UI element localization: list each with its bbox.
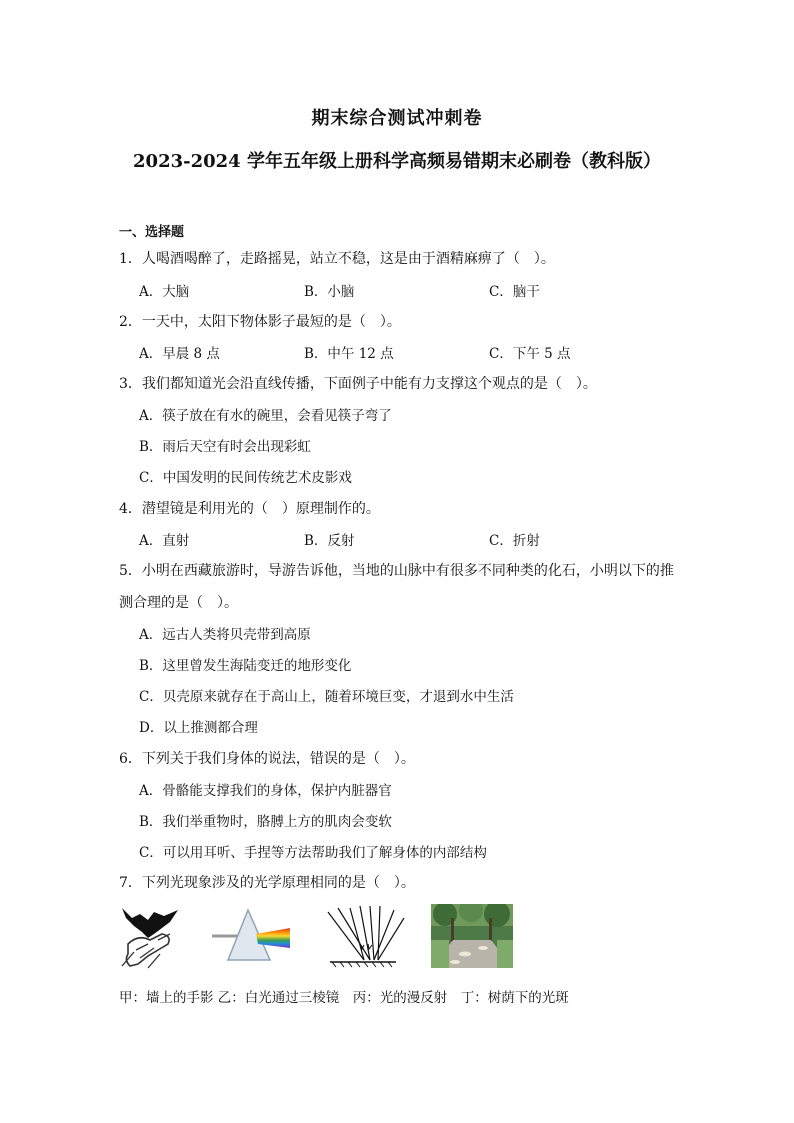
- q3-option-a: A．筷子放在有水的碗里，会看见筷子弯了: [139, 408, 392, 424]
- q1-option-a: A．大脑: [139, 284, 190, 300]
- q2-option-c: C．下午 5 点: [489, 346, 571, 362]
- question-7: 7．下列光现象涉及的光学原理相同的是（ ）。: [119, 875, 415, 891]
- hand-shadow-image: [118, 904, 182, 974]
- q1-option-b: B．小脑: [304, 284, 355, 300]
- q4-option-b: B．反射: [304, 533, 355, 549]
- q3-option-b: B．雨后天空有时会出现彩虹: [139, 439, 311, 455]
- exam-subtitle: 2023-2024 学年五年级上册科学高频易错期末必刷卷（教科版）: [133, 151, 661, 172]
- q6-option-b: B．我们举重物时，胳膊上方的肌肉会变软: [139, 814, 392, 830]
- q6-option-c: C．可以用耳听、手捏等方法帮助我们了解身体的内部结构: [139, 845, 487, 861]
- q2-option-b: B．中午 12 点: [304, 346, 394, 362]
- question-6: 6．下列关于我们身体的说法，错误的是（ ）。: [119, 751, 415, 767]
- tree-shade-photo: [431, 904, 513, 968]
- question-3: 3．我们都知道光会沿直线传播，下面例子中能有力支撑这个观点的是（ ）。: [119, 376, 597, 392]
- question-5-line-1: 5．小明在西藏旅游时，导游告诉他，当地的山脉中有很多不同种类的化石，小明以下的推: [119, 563, 674, 579]
- q2-option-a: A．早晨 8 点: [139, 346, 220, 362]
- question-1: 1．人喝酒喝醉了，走路摇晃，站立不稳，这是由于酒精麻痹了（ ）。: [119, 251, 555, 267]
- prism-image: [212, 904, 290, 974]
- section-heading: 一、选择题: [119, 225, 185, 240]
- question-7-caption: 甲：墙上的手影 乙：白光通过三棱镜 丙：光的漫反射 丁：树荫下的光斑: [119, 990, 569, 1006]
- q5-option-b: B．这里曾发生海陆变迁的地形变化: [139, 658, 352, 674]
- question-5-line-2: 测合理的是（ ）。: [119, 595, 238, 611]
- q5-option-c: C．贝壳原来就存在于高山上，随着环境巨变，才退到水中生活: [139, 689, 514, 705]
- diffuse-reflection-image: [320, 904, 406, 970]
- q4-option-c: C．折射: [489, 533, 540, 549]
- question-2: 2．一天中，太阳下物体影子最短的是（ ）。: [119, 314, 401, 330]
- q4-option-a: A．直射: [139, 533, 190, 549]
- q1-option-c: C．脑干: [489, 284, 540, 300]
- q5-option-a: A．远古人类将贝壳带到高原: [139, 627, 311, 643]
- q6-option-a: A．骨骼能支撑我们的身体，保护内脏器官: [139, 783, 392, 799]
- question-4: 4．潜望镜是利用光的（ ）原理制作的。: [119, 501, 380, 517]
- exam-title: 期末综合测试冲刺卷: [311, 108, 483, 129]
- q3-option-c: C．中国发明的民间传统艺术皮影戏: [139, 470, 352, 486]
- q5-option-d: D．以上推测都合理: [139, 720, 258, 736]
